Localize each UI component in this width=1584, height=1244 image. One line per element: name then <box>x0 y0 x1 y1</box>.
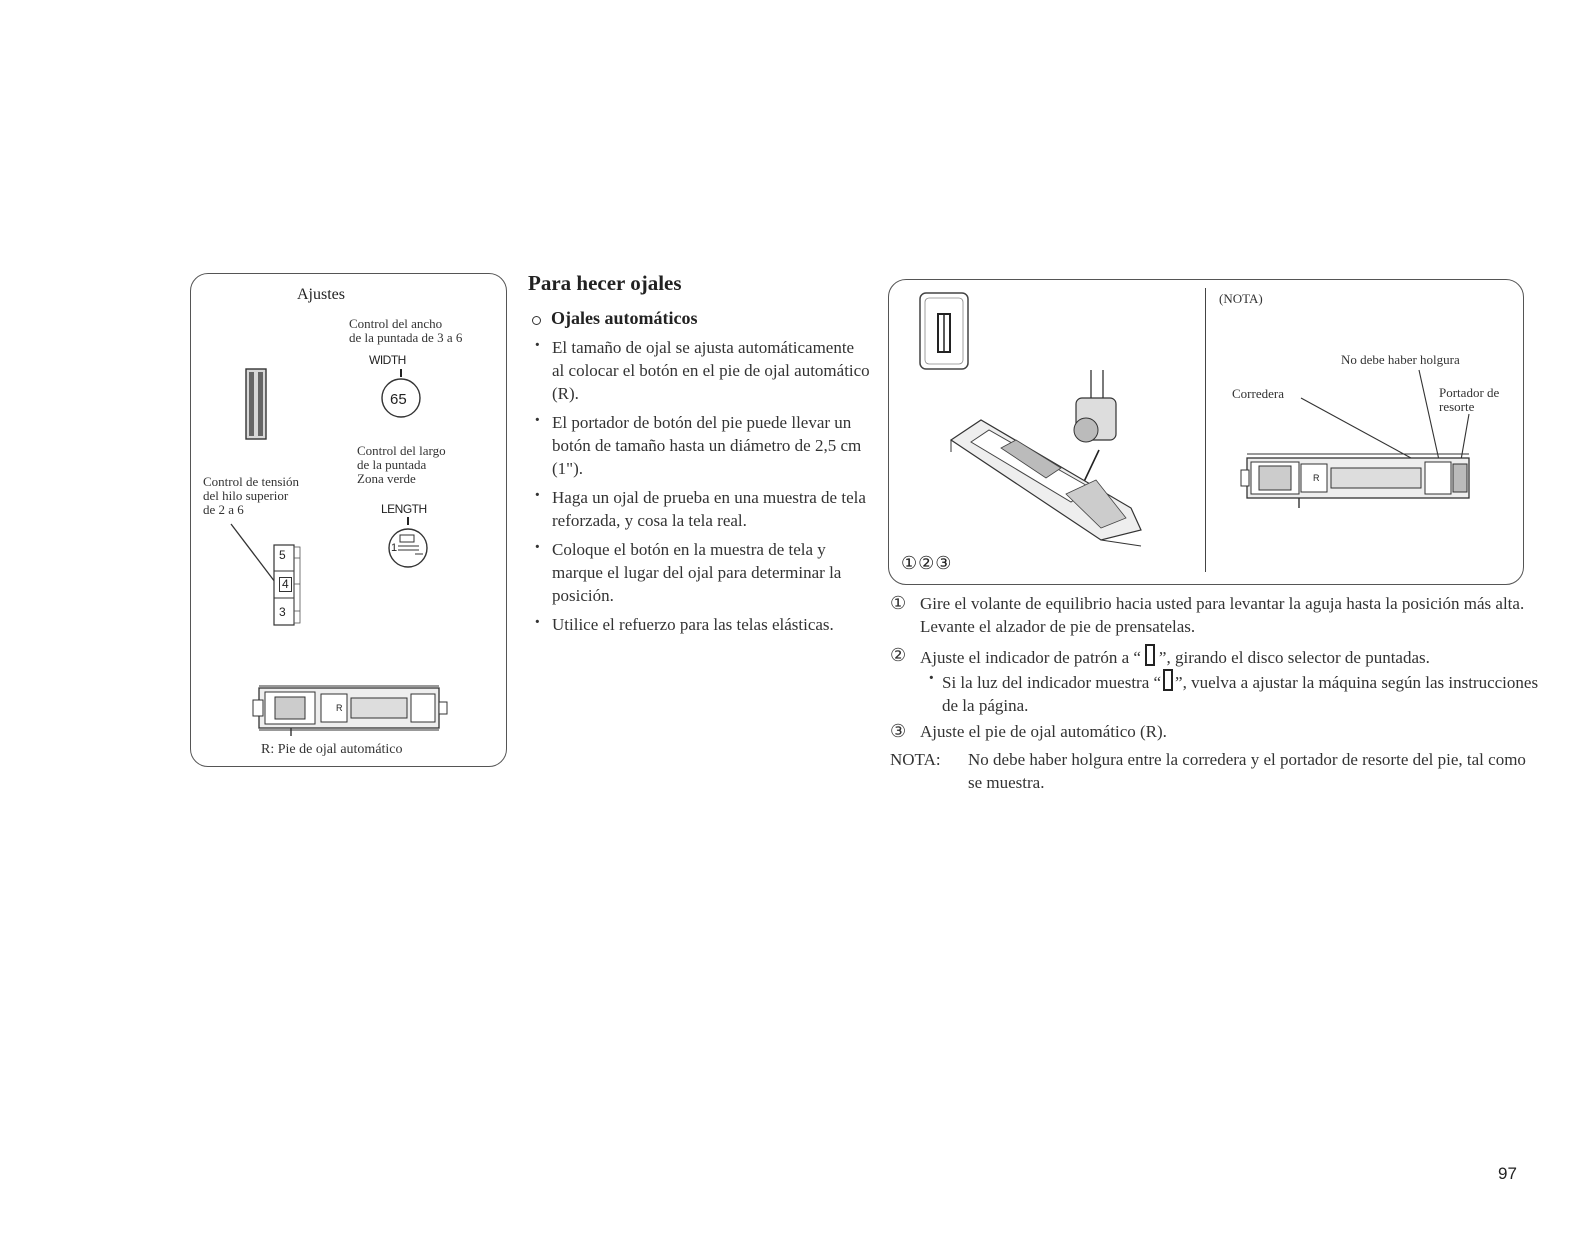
step-text <box>920 644 1550 669</box>
foot-caption: R: Pie de ojal automático <box>261 742 403 757</box>
width-label: WIDTH <box>369 353 406 367</box>
step-note-part: ”, vuelva a ajustar la máquina según las instrucciones de la página. <box>942 673 1539 715</box>
tips-list <box>530 336 870 642</box>
nota-text: No debe haber holgura entre la corredera y el portador de resorte del pie, tal como se muestra. <box>968 750 1526 792</box>
section-heading: Para hecer ojales <box>528 271 682 295</box>
nota-foot-drawing <box>1239 366 1479 516</box>
slider-label: Corredera <box>1232 386 1284 401</box>
length-label: LENGTH <box>381 502 427 516</box>
settings-title: Ajustes <box>297 286 345 303</box>
nota-header: (NOTA) <box>1219 291 1263 306</box>
width-dial-value: 65 <box>390 391 407 408</box>
buttonhole-symbol-icon <box>1163 669 1173 691</box>
subheading-bullet-icon <box>532 316 541 325</box>
step-number: ③ <box>890 721 907 741</box>
list-item: · Utilice el refuerzo para las telas elásticas. <box>530 613 870 636</box>
subheading-row <box>532 308 697 329</box>
spring-holder-label: Portador de resorte <box>1439 385 1500 414</box>
length-dial-value: 1 <box>391 542 398 554</box>
foot-r-label: R <box>336 703 343 713</box>
panel-divider <box>1205 288 1206 572</box>
presser-foot-illustration <box>941 368 1181 552</box>
buttonhole-foot-drawing <box>251 682 451 736</box>
page-number: 97 <box>1498 1164 1517 1183</box>
list-item: · Haga un ojal de prueba en una muestra de tela reforzada, y cosa la tela real. <box>530 486 870 532</box>
subheading: Ojales automáticos <box>551 308 698 328</box>
width-control-label: Control del ancho de la puntada de 3 a 6 <box>349 316 463 345</box>
step-number: ② <box>890 645 907 665</box>
step-text: Ajuste el pie de ojal automático (R). <box>920 722 1167 741</box>
buttonhole-symbol-icon <box>1145 644 1155 666</box>
list-item: · El tamaño de ojal se ajusta automáticamente al colocar el botón en el pie de ojal automático (R). <box>530 336 870 405</box>
tension-value-3: 3 <box>279 605 286 619</box>
nota-foot-r-label: R <box>1313 473 1320 483</box>
list-item: · El portador de botón del pie puede llevar un botón de tamaño hasta un diámetro de 2,5 cm (1"). <box>530 411 870 480</box>
illustration-panel <box>888 279 1524 585</box>
step-text-part: ”, girando el disco selector de puntadas. <box>1158 648 1430 667</box>
no-gap-label: No debe haber holgura <box>1341 352 1460 367</box>
length-control-label: Control del largo de la puntada Zona verde <box>357 443 446 486</box>
step-2-note: · Si la luz del indicador muestra “ ”, vuelva a ajustar la máquina según las instrucciones de la página. <box>928 667 1539 715</box>
tension-control-label: Control de tensión del hilo superior de 2 a 6 <box>203 474 300 517</box>
tension-pointer-line <box>229 522 279 586</box>
step-number: ① <box>890 593 907 613</box>
step-text: Gire el volante de equilibrio hacia usted para levantar la aguja hasta la posición más alta. Levante el alzador de pie de prensatelas. <box>920 594 1525 636</box>
step-numbers: ①②③ <box>901 553 953 573</box>
tension-value-5: 5 <box>279 548 286 562</box>
step-note-part: Si la luz del indicador muestra “ <box>942 673 1162 692</box>
list-item: · Coloque el botón en la muestra de tela y marque el lugar del ojal para determinar la posición. <box>530 538 870 607</box>
pattern-window-icon <box>919 292 971 372</box>
tension-value-4: 4 <box>279 577 292 592</box>
step-text-part: Ajuste el indicador de patrón a “ <box>920 648 1141 667</box>
buttonhole-pattern-icon <box>245 368 267 440</box>
tension-dial-strip <box>273 544 297 626</box>
settings-panel <box>190 273 507 767</box>
nota-label: NOTA: <box>890 750 941 769</box>
steps-section <box>890 592 1550 802</box>
